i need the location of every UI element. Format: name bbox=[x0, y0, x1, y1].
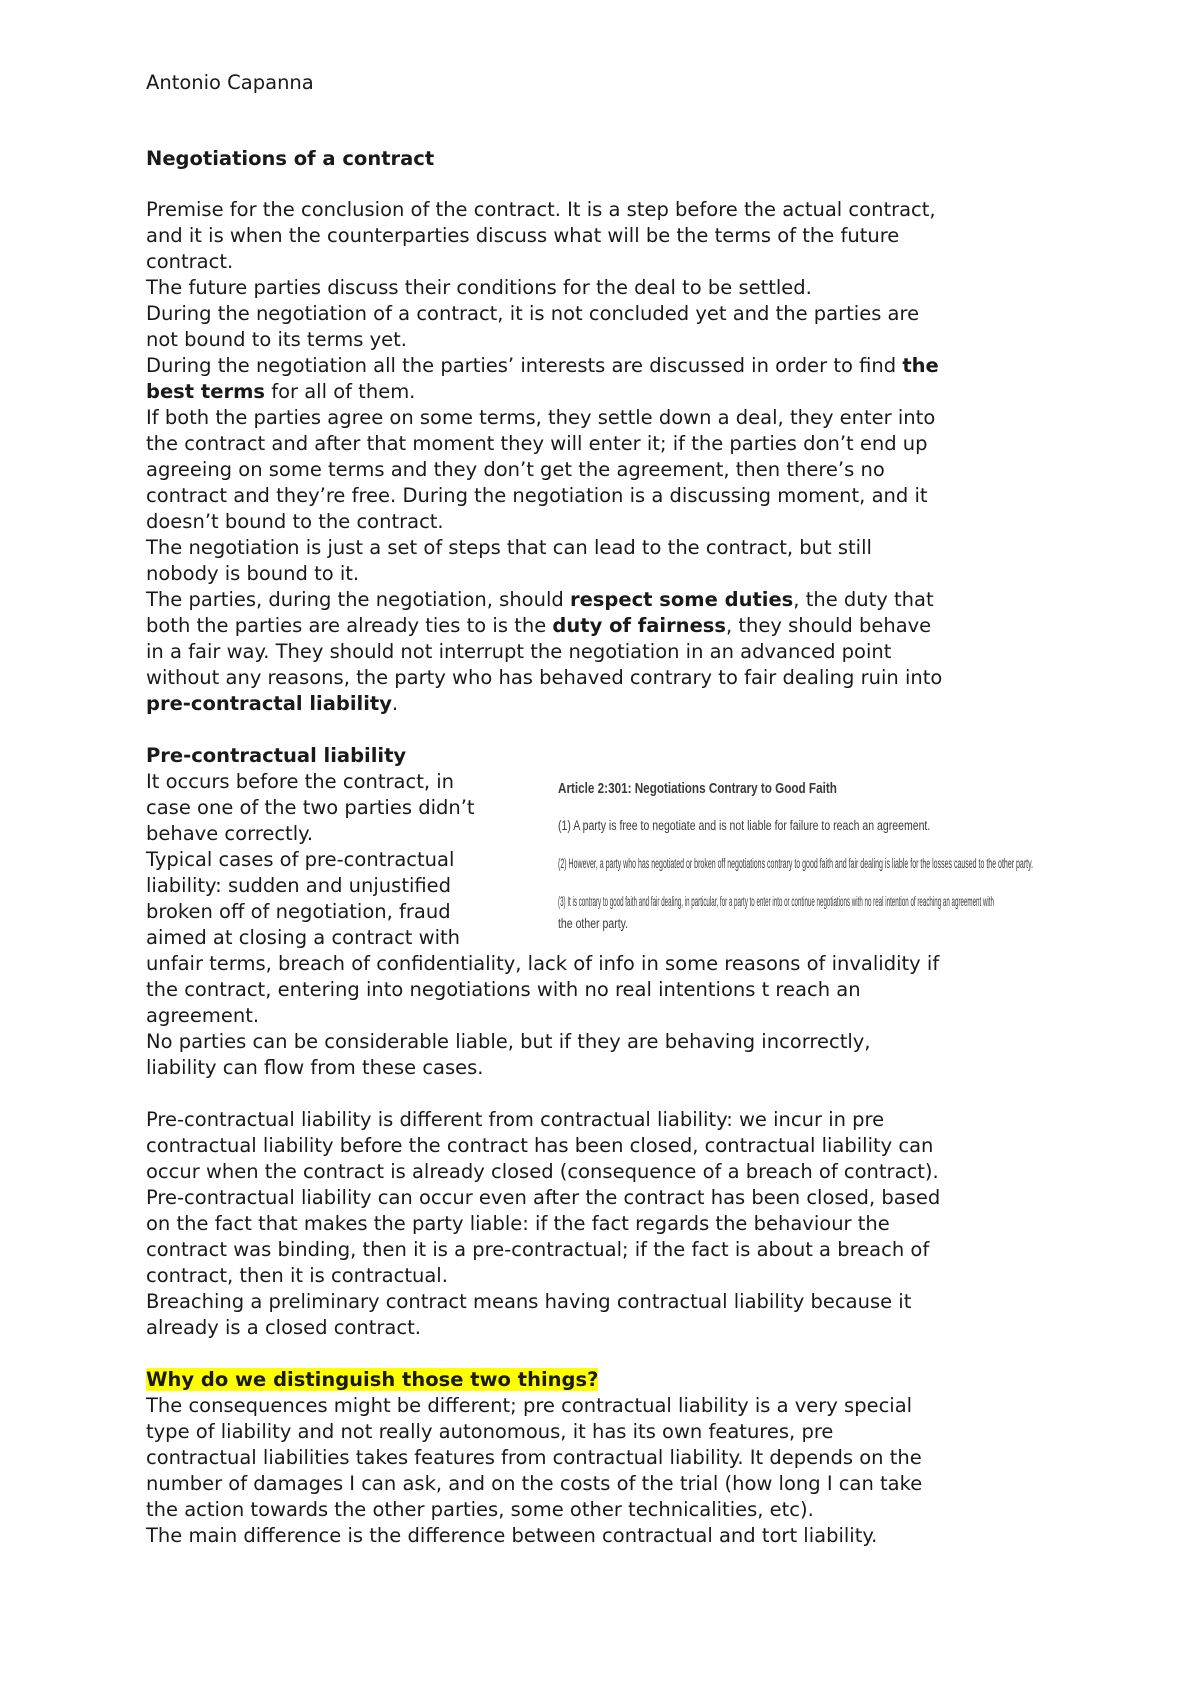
text-line: contract was binding, then it is a pre-contractual; if the fact is about a breach of bbox=[146, 1238, 930, 1261]
text-line: case one of the two parties didn’t bbox=[146, 796, 475, 819]
text-line: the action towards the other parties, some other technicalities, etc). bbox=[146, 1498, 814, 1521]
text-line: During the negotiation of a contract, it is not concluded yet and the parties are bbox=[146, 302, 920, 325]
text-line: and it is when the counterparties discuss what will be the terms of the future bbox=[146, 224, 900, 247]
text-line: Pre-contractual liability can occur even after the contract has been closed, based bbox=[146, 1186, 941, 1209]
text-line: contractual liabilities takes features from contractual liability. It depends on the bbox=[146, 1446, 922, 1469]
text-line: Typical cases of pre-contractual bbox=[146, 848, 455, 871]
text-line: contract, then it is contractual. bbox=[146, 1264, 448, 1287]
text-line: contract and they’re free. During the negotiation is a discussing moment, and it bbox=[146, 484, 928, 507]
excerpt-title: Article 2:301: Negotiations Contrary to Good Faith bbox=[558, 780, 837, 797]
text-line: The main difference is the difference between contractual and tort liability. bbox=[146, 1524, 878, 1547]
bold-run: best terms bbox=[146, 380, 265, 403]
text-line: Pre-contractual liability is different from contractual liability: we incur in pre bbox=[146, 1108, 885, 1131]
text-line: broken off of negotiation, fraud bbox=[146, 900, 451, 923]
text-line bbox=[146, 691, 398, 717]
text-run: both the parties are already ties to is the bbox=[146, 614, 553, 637]
text-line: nobody is bound to it. bbox=[146, 562, 360, 585]
text-line: type of liability and not really autonomous, it has its own features, pre bbox=[146, 1420, 834, 1443]
text-line: The negotiation is just a set of steps that can lead to the contract, but still bbox=[146, 536, 872, 559]
text-line: Premise for the conclusion of the contract. It is a step before the actual contract, bbox=[146, 198, 936, 221]
text-line bbox=[146, 353, 939, 379]
text-line: behave correctly. bbox=[146, 822, 314, 845]
text-line bbox=[146, 613, 931, 639]
text-line: If both the parties agree on some terms, they settle down a deal, they enter into bbox=[146, 406, 936, 429]
text-line: already is a closed contract. bbox=[146, 1316, 421, 1339]
text-line: The future parties discuss their conditions for the deal to be settled. bbox=[146, 276, 812, 299]
article-excerpt-image bbox=[558, 778, 1128, 938]
highlighted-heading: Why do we distinguish those two things? bbox=[146, 1368, 599, 1391]
text-line: unfair terms, breach of confidentiality, lack of info in some reasons of invalidity if bbox=[146, 952, 940, 975]
text-line: on the fact that makes the party liable: if the fact regards the behaviour the bbox=[146, 1212, 890, 1235]
bold-run: the bbox=[902, 354, 939, 377]
text-line: doesn’t bound to the contract. bbox=[146, 510, 444, 533]
text-line: No parties can be considerable liable, but if they are behaving incorrectly, bbox=[146, 1030, 871, 1053]
author-name: Antonio Capanna bbox=[146, 71, 314, 94]
text-line: contractual liability before the contract has been closed, contractual liability can bbox=[146, 1134, 934, 1157]
text-line: The consequences might be different; pre contractual liability is a very special bbox=[146, 1394, 913, 1417]
heading-negotiations: Negotiations of a contract bbox=[146, 147, 435, 170]
bold-run: duty of fairness bbox=[552, 614, 727, 637]
heading-precontractual: Pre-contractual liability bbox=[146, 744, 407, 767]
bold-run: pre-contractal liability bbox=[146, 692, 392, 715]
text-line: liability can flow from these cases. bbox=[146, 1056, 484, 1079]
excerpt-item: (3) It is contrary to good faith and fair dealing, in particular, for a party to enter into or continue negotiations with no real intention of reaching an agreement with bbox=[558, 894, 994, 909]
heading-why-line bbox=[146, 1367, 598, 1393]
text-line: It occurs before the contract, in bbox=[146, 770, 455, 793]
text-line: the contract and after that moment they will enter it; if the parties don’t end up bbox=[146, 432, 928, 455]
text-line: aimed at closing a contract with bbox=[146, 926, 461, 949]
excerpt-item: the other party. bbox=[558, 916, 629, 931]
text-run: . bbox=[391, 692, 399, 715]
text-run: During the negotiation all the parties’ interests are discussed in order to find bbox=[146, 354, 903, 377]
bold-run: respect some duties bbox=[569, 588, 794, 611]
excerpt-item: (1) A party is free to negotiate and is not liable for failure to reach an agreement. bbox=[558, 818, 931, 833]
text-line: Breaching a preliminary contract means having contractual liability because it bbox=[146, 1290, 912, 1313]
text-line: the contract, entering into negotiations with no real intentions t reach an bbox=[146, 978, 861, 1001]
text-run: , the duty that bbox=[793, 588, 934, 611]
text-line: contract. bbox=[146, 250, 234, 273]
text-line: agreeing on some terms and they don’t get the agreement, then there’s no bbox=[146, 458, 885, 481]
text-run: The parties, during the negotiation, should bbox=[146, 588, 570, 611]
text-run: for all of them. bbox=[265, 380, 416, 403]
text-line: in a fair way. They should not interrupt the negotiation in an advanced point bbox=[146, 640, 892, 663]
text-line bbox=[146, 379, 415, 405]
excerpt-item: (2) However, a party who has negotiated or broken off negotiations contrary to good faith and fair dealing is liable for the losses caused to the other party. bbox=[558, 856, 1034, 871]
text-line: agreement. bbox=[146, 1004, 260, 1027]
text-line: number of damages I can ask, and on the costs of the trial (how long I can take bbox=[146, 1472, 923, 1495]
text-line bbox=[146, 587, 934, 613]
text-line: liability: sudden and unjustified bbox=[146, 874, 452, 897]
text-line: occur when the contract is already closed (consequence of a breach of contract). bbox=[146, 1160, 939, 1183]
text-run: , they should behave bbox=[726, 614, 932, 637]
text-line: without any reasons, the party who has behaved contrary to fair dealing ruin into bbox=[146, 666, 943, 689]
text-line: not bound to its terms yet. bbox=[146, 328, 407, 351]
